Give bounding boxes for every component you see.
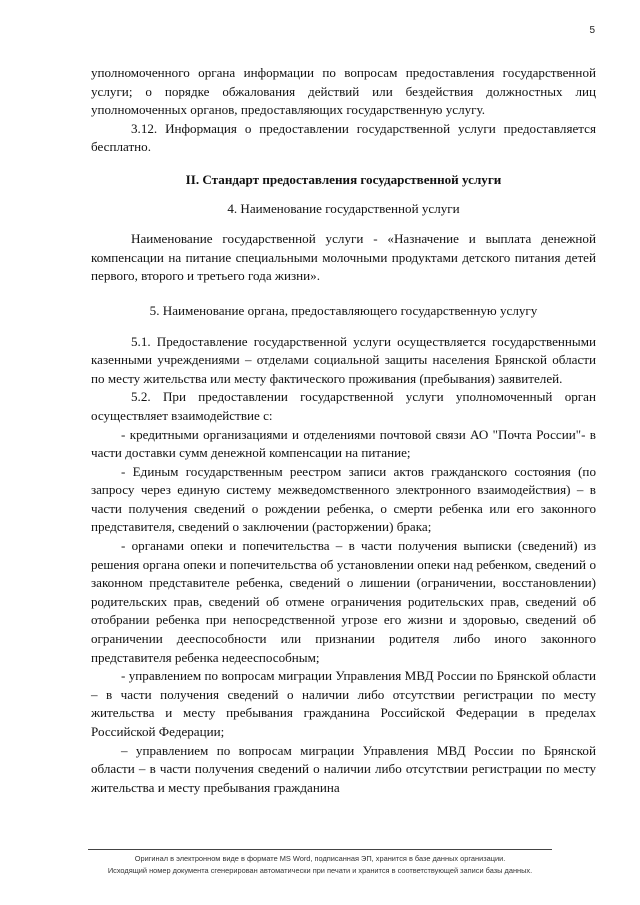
paragraph-3-12: 3.12. Информация о предоставлении государственной услуги предоставляется бесплатно. bbox=[91, 120, 596, 155]
list-item-guardianship: - органами опеки и попечительства – в части получения выписки (сведений) из решения органа опеки и попечительства об установлении опеки над ребенком, сведений о законном представителе ребенка, сведений о лишении (ограничении, восстановлении) родительских прав, сведений об отмене ограничения родительских прав, сведений об отобрании ребенка при непосредственной угрозе его жизни и здоровью, сведений об ограничении дееспособности или признании родителя либо иного законного представителя ребенка недееспособным; bbox=[91, 538, 596, 665]
list-item-migration-2: – управлением по вопросам миграции Управления МВД России по Брянской области – в части получения сведений о наличии либо отсутствии регистрации по месту жительства и месту пребывания гражданина bbox=[91, 742, 596, 795]
list-item-credit-organizations: - кредитными организациями и отделениями почтовой связи АО "Почта России"- в части доставки сумм денежной компенсации на питание; bbox=[91, 426, 596, 461]
list-item-migration-1: - управлением по вопросам миграции Управления МВД России по Брянской области – в части получения сведений о наличии либо отсутствии регистрации по месту жительства и месту пребывания гражданина Российской Федерации в пределах Российской Федерации; bbox=[91, 668, 596, 739]
paragraph-5-1: 5.1. Предоставление государственной услуги осуществляется государственными казенными учреждениями – отделами социальной защиты населения Брянской области по месту жительства или месту фактического проживания (пребывания) заявителей. bbox=[91, 333, 596, 386]
section-heading-standard: II. Стандарт предоставления государственной услуги bbox=[185, 171, 502, 187]
footer-line-2: Исходящий номер документа сгенерирован автоматически при печати и хранится в соответствующей записи базы данных. bbox=[107, 865, 533, 875]
page-number: 5 bbox=[589, 25, 595, 36]
paragraph-5-2: 5.2. При предоставлении государственной услуги уполномоченный орган осуществляет взаимодействие с: bbox=[91, 389, 596, 423]
paragraph-service-name: Наименование государственной услуги - «Назначение и выплата денежной компенсации на питание специальными молочными продуктами детского питания детей первого, второго и третьего года жизни». bbox=[91, 231, 596, 284]
footer-divider bbox=[88, 849, 552, 850]
paragraph-continuation: уполномоченного органа информации по вопросам предоставления государственной услуги; о порядке обжалования действий или бездействия должностных лиц уполномоченных органов, предоставляющих государственную услугу. bbox=[91, 65, 596, 118]
footer-line-1: Оригинал в электронном виде в формате MS Word, подписанная ЭП, хранится в базе данных организации. bbox=[134, 854, 506, 863]
heading-service-name: 4. Наименование государственной услуги bbox=[227, 200, 460, 216]
list-item-civil-registry: - Единым государственным реестром записи актов гражданского состояния (по запросу через единую систему межведомственного электронного взаимодействия) – в части получения сведений о рождении ребенка, о смерти ребенка или его законного представителя, сведений о заключении (расторжении) брака; bbox=[91, 463, 596, 535]
document-body bbox=[91, 64, 596, 797]
heading-authority-name: 5. Наименование органа, предоставляющего государственную услугу bbox=[149, 302, 538, 318]
footer bbox=[60, 853, 580, 876]
